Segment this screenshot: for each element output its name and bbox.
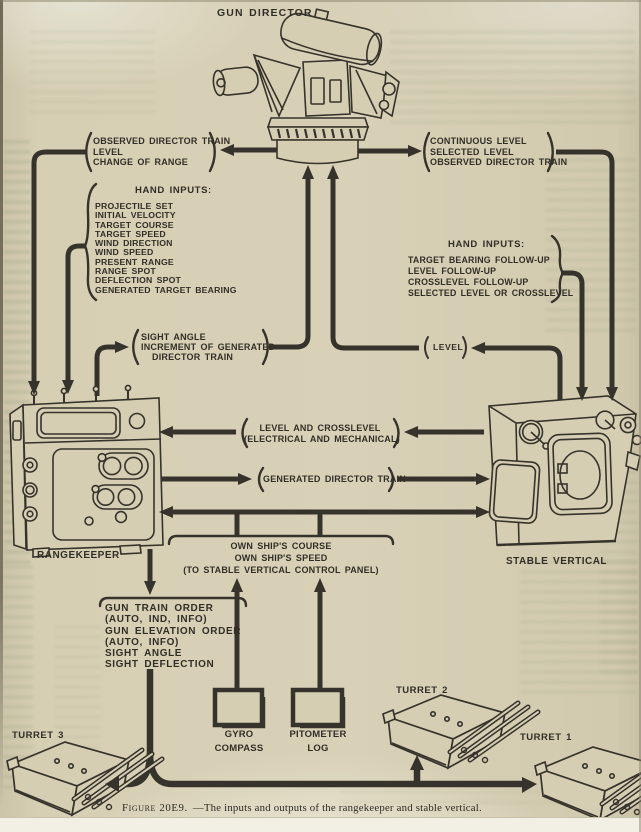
pitometer-log-label: PITOMETER LOG: [289, 729, 347, 754]
signal-line: SIGHT DEFLECTION: [105, 659, 215, 671]
own-ship-group: [168, 541, 394, 576]
signal-line: CONTINUOUS LEVEL: [430, 136, 527, 146]
turret-3-label: TURRET 3: [12, 730, 64, 741]
hand-input-item: WIND DIRECTION: [95, 238, 173, 249]
signal-line: CHANGE OF RANGE: [93, 157, 189, 168]
hand-input-item: LEVEL FOLLOW-UP: [408, 266, 497, 276]
turret-2-label: TURRET 2: [396, 685, 448, 696]
rangekeeper-label: RANGEKEEPER: [37, 550, 120, 561]
signal-line: (AUTO, INFO): [105, 636, 179, 648]
page-edge-left: [0, 0, 3, 832]
gyro-compass-label: GYRO COMPASS: [214, 729, 264, 754]
stable-vertical-drawing: [489, 396, 641, 545]
signal-line: OBSERVED DIRECTOR TRAIN: [430, 157, 568, 168]
hand-input-item: WIND SPEED: [95, 247, 154, 258]
stable-vertical-inputs-group: [430, 136, 567, 168]
hand-input-item: INITIAL VELOCITY: [95, 210, 176, 221]
rangekeeper-hand-inputs-title: HAND INPUTS:: [135, 185, 212, 196]
hand-input-item: TARGET COURSE: [95, 219, 174, 230]
signal-line: OBSERVED DIRECTOR TRAIN: [93, 136, 231, 146]
hand-input-item: SELECTED LEVEL OR CROSSLEVEL: [408, 288, 574, 298]
hand-input-item: CROSSLEVEL FOLLOW-UP: [408, 277, 529, 287]
director-outputs-group: [93, 136, 230, 168]
gyro-compass-box: [215, 690, 264, 727]
gun-orders-group: [105, 603, 241, 671]
hand-input-item: TARGET SPEED: [95, 228, 166, 239]
turret-1-label: TURRET 1: [520, 732, 572, 743]
page-margin: [0, 817, 641, 832]
signal-line: SIGHT ANGLE: [105, 648, 183, 660]
signal-line: (TO STABLE VERTICAL CONTROL PANEL): [183, 564, 379, 575]
stable-vertical-hand-inputs-list: [408, 255, 573, 299]
generated-director-train-label: GENERATED DIRECTOR TRAIN: [263, 474, 406, 484]
signal-line: LEVEL: [93, 146, 124, 157]
page-edge-top: [0, 0, 641, 2]
rangekeeper-hand-inputs-list: [95, 202, 237, 295]
gun-director-drawing: [212, 2, 399, 163]
figure-number: Figure 20E9.: [122, 802, 188, 814]
turret-2-drawing: [383, 695, 538, 768]
rangekeeper-drawing: [10, 385, 163, 557]
hand-input-item: PROJECTILE SET: [95, 201, 174, 211]
hand-input-item: PRESENT RANGE: [95, 256, 174, 267]
stable-vertical-hand-inputs-title: HAND INPUTS:: [448, 239, 525, 250]
signal-line: DIRECTOR TRAIN: [152, 352, 234, 363]
signal-line: LEVEL AND CROSSLEVEL: [259, 423, 381, 433]
sight-angle-group: [141, 332, 275, 363]
hand-input-item: RANGE SPOT: [95, 266, 156, 277]
signal-line: SELECTED LEVEL: [430, 146, 514, 157]
signal-line: GUN TRAIN ORDER: [105, 603, 214, 614]
figure-caption-text: —The inputs and outputs of the rangekeeper and stable vertical.: [192, 802, 482, 814]
signal-line: (AUTO, IND, INFO): [105, 614, 208, 626]
pitometer-log-box: [293, 690, 344, 727]
gun-director-label: GUN DIRECTOR: [217, 7, 313, 19]
hand-input-item: DEFLECTION SPOT: [95, 275, 182, 286]
signal-line: INCREMENT OF GENERATED: [141, 342, 276, 353]
hand-input-item: TARGET BEARING FOLLOW-UP: [408, 255, 550, 265]
stable-vertical-label: STABLE VERTICAL: [506, 556, 608, 567]
signal-line: OWN SHIP'S SPEED: [234, 552, 328, 563]
signal-line: OWN SHIP'S COURSE: [230, 541, 332, 551]
signal-line: (ELECTRICAL AND MECHANICAL): [244, 434, 400, 444]
level-label: LEVEL: [433, 342, 464, 352]
signal-line: SIGHT ANGLE: [141, 332, 206, 342]
turret-1-drawing: [535, 747, 641, 820]
level-crosslevel-group: [244, 423, 400, 445]
signal-line: GUN ELEVATION ORDER: [105, 625, 242, 637]
figure-caption: [122, 802, 482, 814]
hand-input-item: GENERATED TARGET BEARING: [95, 284, 237, 295]
